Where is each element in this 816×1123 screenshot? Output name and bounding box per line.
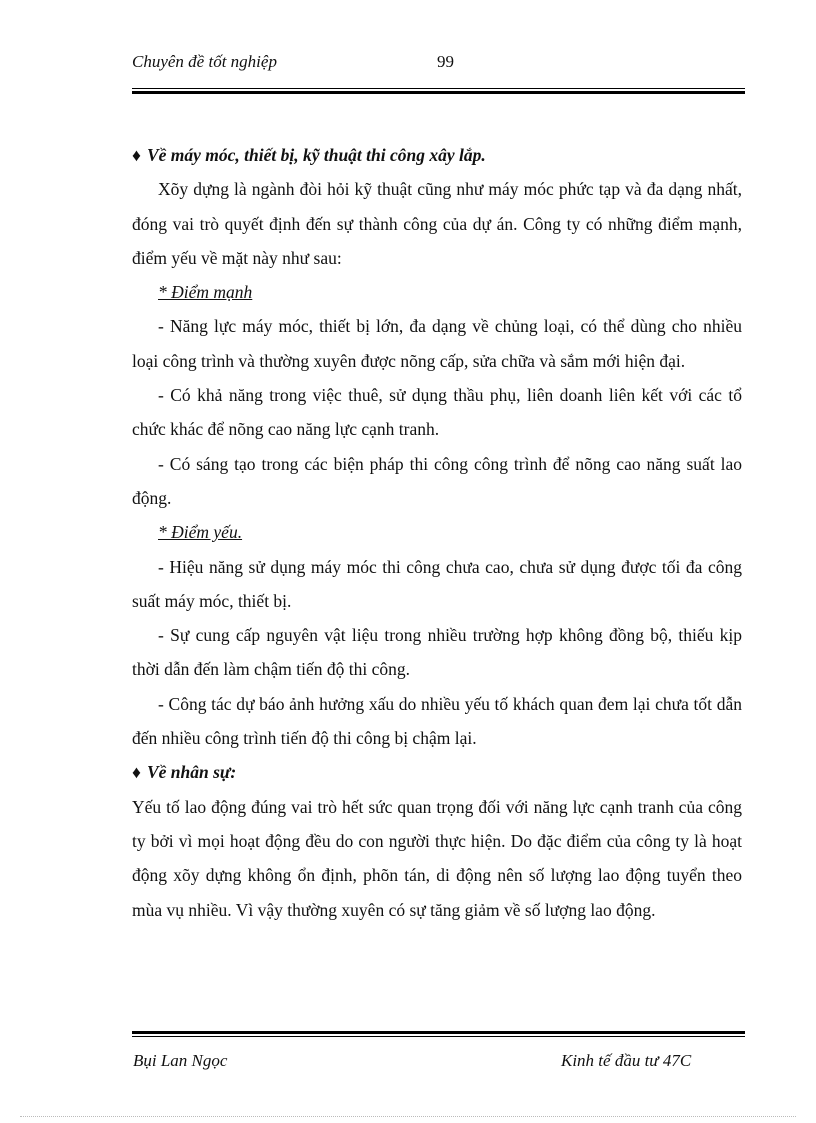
intro-paragraph: Xõy dựng là ngành đòi hỏi kỹ thuật cũng như máy móc phức tạp và đa dạng nhất, đóng vai trò quyết định đến sự thành công của dự án. Công ty có những điểm mạnh, điểm yếu về mặt này như sau: <box>132 179 742 268</box>
diamond-bullet-icon: ♦ <box>132 145 141 165</box>
section-heading-text: Về máy móc, thiết bị, kỹ thuật thi công xây lắp. <box>146 145 486 165</box>
section-heading-personnel <box>132 755 742 789</box>
footer-class: Kinh tế đầu tư 47C <box>561 1051 692 1070</box>
header-title: Chuyên đề tốt nghiệp <box>132 52 277 71</box>
footer-rule-thin <box>132 1036 745 1037</box>
page-number: 99 <box>437 52 454 71</box>
section-heading-text: Về nhân sự: <box>146 762 237 783</box>
footer-rule-thick <box>132 1031 745 1034</box>
strength-item: - Có sáng tạo trong các biện pháp thi công công trình để nõng cao năng suất lao động. <box>132 453 742 508</box>
header-rule-thick <box>132 91 745 94</box>
weakness-item: - Công tác dự báo ảnh hưởng xấu do nhiều yếu tố khách quan đem lại chưa tốt dẫn đến nhiều công trình tiến độ thi công bị chậm lại. <box>132 693 742 749</box>
strength-item: - Năng lực máy móc, thiết bị lớn, đa dạng về chủng loại, có thể dùng cho nhiều loại công trình và thường xuyên được nõng cấp, sửa chữa và sắm mới hiện đại. <box>132 316 742 371</box>
page-edge-divider <box>20 1116 796 1117</box>
personnel-paragraph: Yếu tố lao động đúng vai trò hết sức quan trọng đối với năng lực cạnh tranh của công ty bởi vì mọi hoạt động đều do con người thực hiện. Do đặc điểm của công ty là hoạt động xõy dựng không ổn định, phõn tán, di động nên số lượng lao động tuyển theo mùa vụ nhiều. Vì vậy thường xuyên có sự tăng giảm về số lượng lao động. <box>132 796 742 920</box>
footer-author: Bụi Lan Ngọc <box>133 1051 228 1070</box>
strengths-label: * Điểm mạnh <box>158 282 253 303</box>
weakness-item: - Sự cung cấp nguyên vật liệu trong nhiều trường hợp không đồng bộ, thiếu kịp thời dẫn đến làm chậm tiến độ thi công. <box>132 625 742 680</box>
weaknesses-label: * Điểm yếu. <box>158 522 243 543</box>
strength-item: - Có khả năng trong việc thuê, sử dụng thầu phụ, liên doanh liên kết với các tổ chức khác để nõng cao năng lực cạnh tranh. <box>132 385 742 440</box>
header-rule-thin <box>132 88 745 89</box>
section-heading-machinery <box>132 138 742 172</box>
diamond-bullet-icon: ♦ <box>132 762 141 783</box>
page-body <box>132 138 742 927</box>
weakness-item: - Hiệu năng sử dụng máy móc thi công chưa cao, chưa sử dụng được tối đa công suất máy móc, thiết bị. <box>132 556 742 611</box>
